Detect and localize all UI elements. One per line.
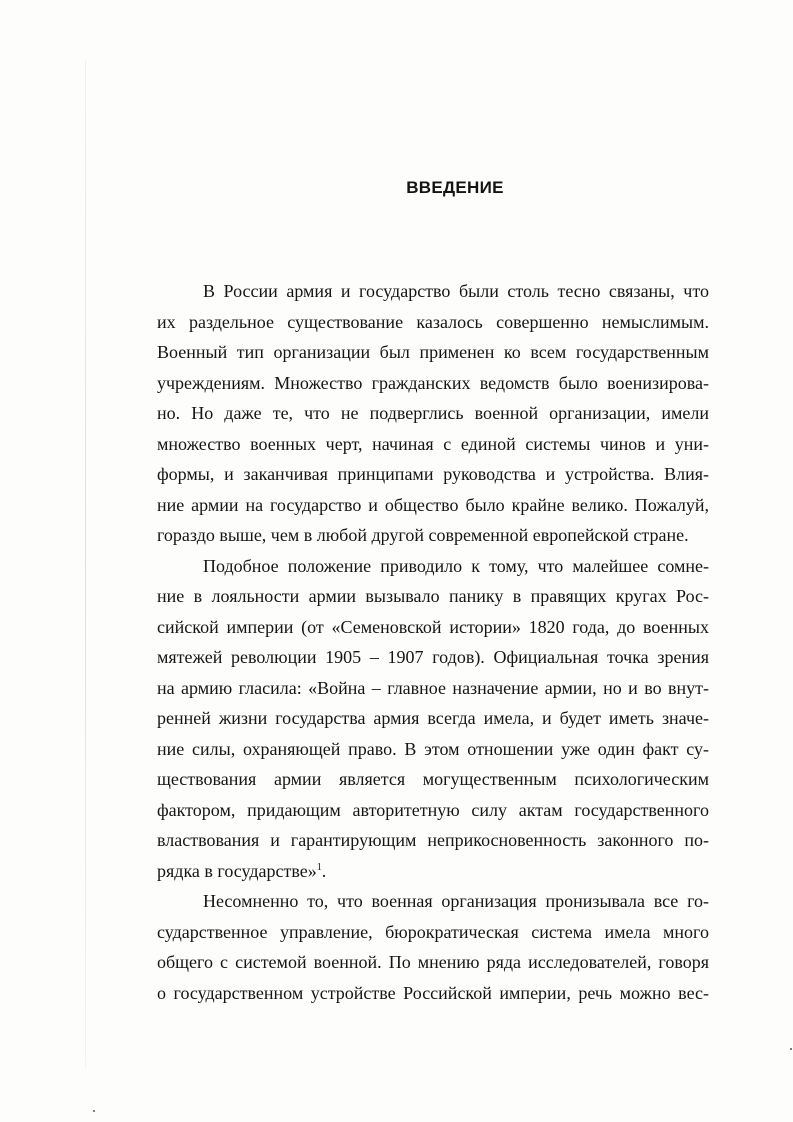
text-fragment: рядка в государстве» bbox=[157, 860, 317, 881]
scan-speck bbox=[790, 1048, 792, 1050]
section-heading: ВВЕДЕНИЕ bbox=[406, 178, 504, 197]
text-line: на армию гласила: «Война – главное назначение армии, но и во внут- bbox=[157, 677, 709, 698]
text-line: сударственное управление, бюрократическая система имела много bbox=[157, 921, 709, 942]
text-line: общего с системой военной. По мнению ряда исследователей, говоря bbox=[157, 952, 709, 972]
text-line: Несомненно то, что военная организация пронизывала все го- bbox=[203, 891, 709, 911]
text-line: В России армия и государство были столь тесно связаны, что bbox=[203, 281, 709, 301]
text-line: учреждениям. Множество гражданских ведомств было военизирова- bbox=[157, 372, 709, 393]
text-line: множество военных черт, начиная с единой системы чинов и уни- bbox=[157, 433, 709, 454]
text-line-with-footnote bbox=[157, 856, 709, 887]
text-line: мятежей революции 1905 – 1907 годов). Официальная точка зрения bbox=[157, 647, 709, 667]
text-fragment: . bbox=[321, 860, 327, 881]
body-text bbox=[157, 276, 709, 1008]
text-line: ренней жизни государства армия всегда имела, и будет иметь значе- bbox=[157, 708, 709, 728]
text-line: гораздо выше, чем в любой другой современной европейской стране. bbox=[157, 525, 689, 545]
text-line: их раздельное существование казалось совершенно немыслимым. bbox=[157, 311, 709, 332]
footnote-marker[interactable]: 1 bbox=[316, 861, 322, 873]
text-line: сийской империи (от «Семеновской истории» 1820 года, до военных bbox=[157, 616, 709, 637]
text-line: Подобное положение приводило к тому, что малейшее сомне- bbox=[203, 555, 709, 576]
paragraph-2 bbox=[157, 551, 709, 887]
text-line: ние в лояльности армии вызывало панику в правящих кругах Рос- bbox=[157, 586, 709, 606]
text-line: Военный тип организации был применен ко всем государственным bbox=[157, 342, 709, 362]
text-line: властвования и гарантирующим неприкосновенность законного по- bbox=[157, 830, 709, 850]
text-line: но. Но даже те, что не подверглись военной организации, имели bbox=[157, 403, 709, 423]
scan-edge-shadow bbox=[85, 60, 86, 1070]
text-line: ние армии на государство и общество было крайне велико. Пожалуй, bbox=[157, 494, 709, 515]
text-line: фактором, придающим авторитетную силу актам государственного bbox=[157, 799, 709, 820]
text-line: ние силы, охраняющей право. В этом отношении уже один факт су- bbox=[157, 738, 709, 759]
paragraph-3 bbox=[157, 886, 709, 1008]
text-line: формы, и заканчивая принципами руководства и устройства. Влия- bbox=[157, 464, 709, 484]
text-line: о государственном устройстве Российской империи, речь можно вес- bbox=[157, 982, 709, 1003]
scan-speck bbox=[93, 1110, 95, 1112]
text-line: ществования армии является могущественным психологическим bbox=[157, 769, 709, 789]
paragraph-1 bbox=[157, 276, 709, 551]
